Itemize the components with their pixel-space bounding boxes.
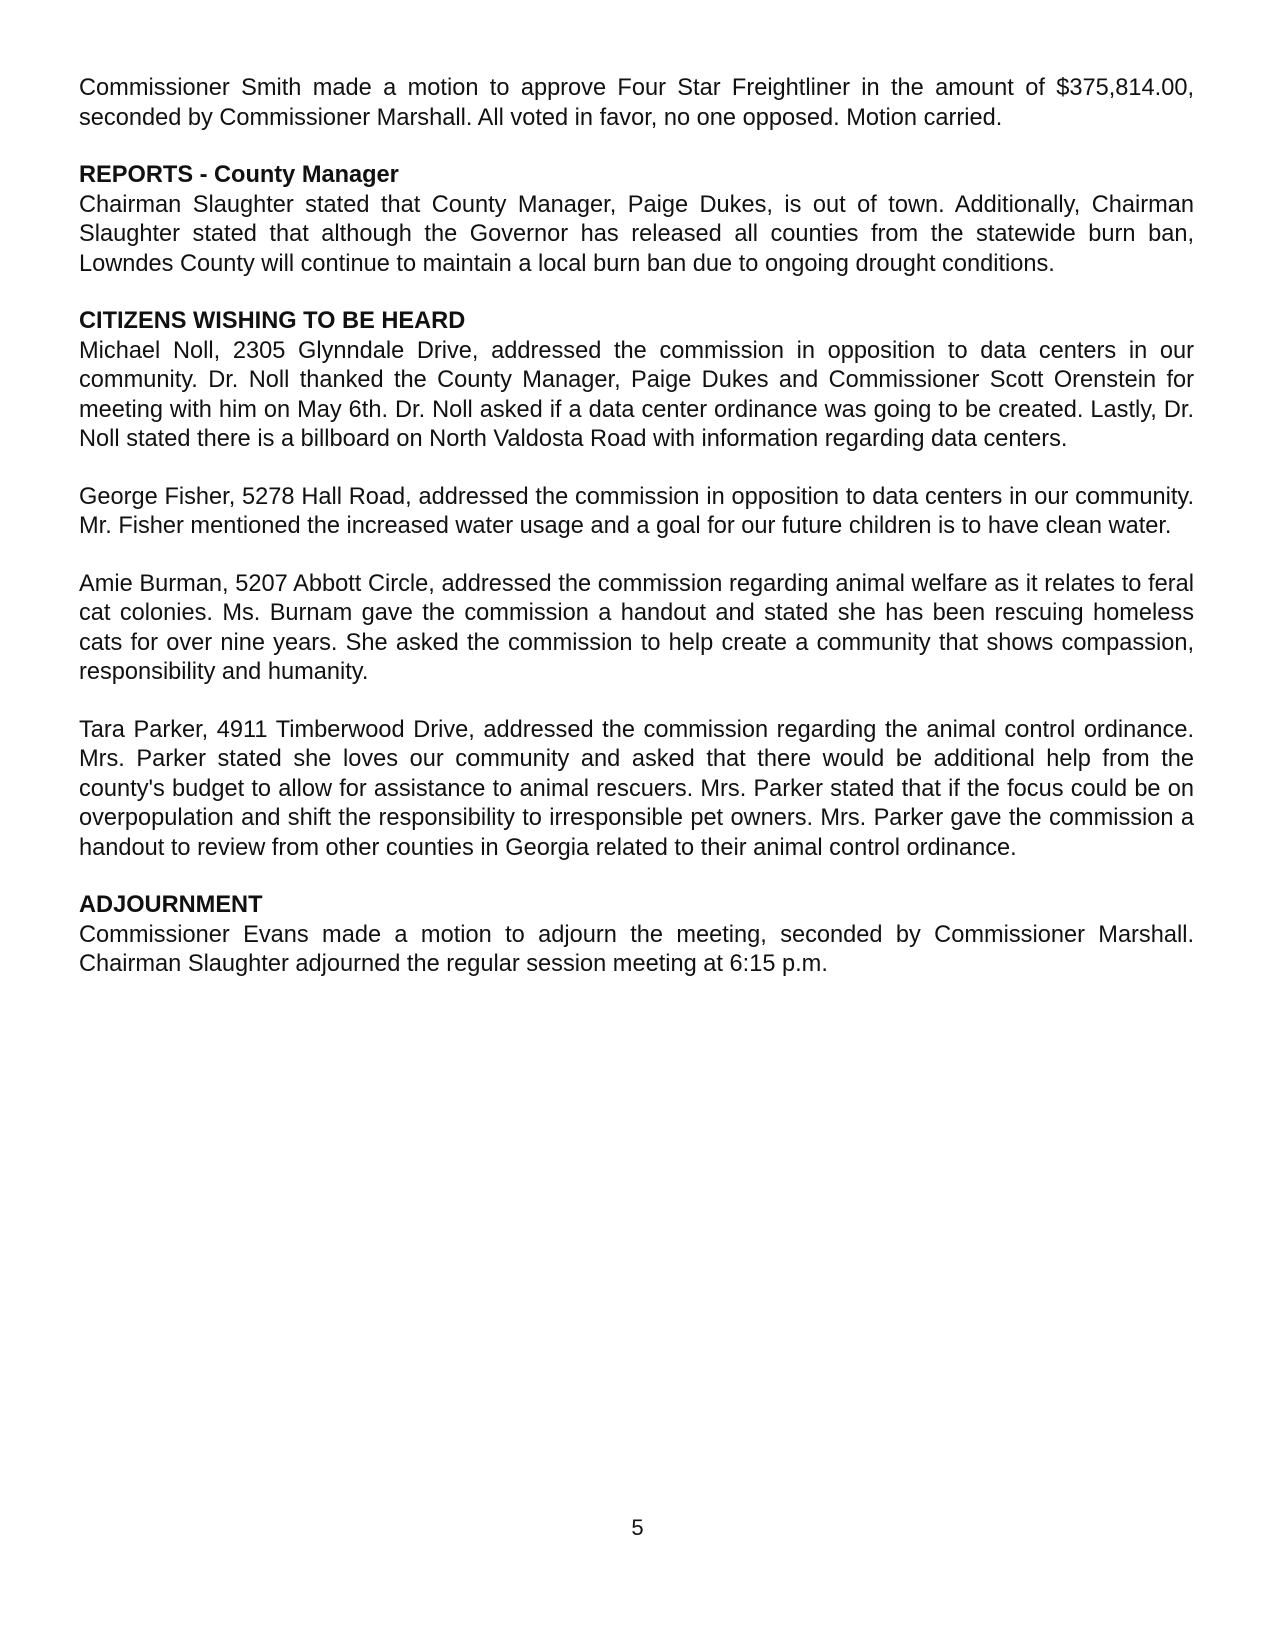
motion-paragraph: Commissioner Smith made a motion to approve Four Star Freightliner in the amount of $375,814.00, seconded by Commissioner Marshall. All voted in favor, no one opposed. Motion carried. <box>79 75 1194 131</box>
citizens-section <box>79 307 1194 863</box>
document-page <box>79 74 1194 1008</box>
adjournment-paragraph: Commissioner Evans made a motion to adjourn the meeting, seconded by Commissioner Marshall. Chairman Slaughter adjourned the regular session meeting at 6:15 p.m. <box>79 921 1194 977</box>
adjournment-heading: ADJOURNMENT <box>79 892 263 918</box>
citizen-paragraph-burman: Amie Burman, 5207 Abbott Circle, addressed the commission regarding animal welfare as it relates to feral cat colonies. Ms. Burnam gave the commission a handout and stated she has been rescuing homeless cats for over nine years. She asked the commission to help create a community that shows compassion, responsibility and humanity. <box>79 570 1194 685</box>
page-number: 5 <box>631 1515 644 1540</box>
citizen-paragraph-parker: Tara Parker, 4911 Timberwood Drive, addressed the commission regarding the animal control ordinance. Mrs. Parker stated she loves our community and asked that there would be additional help from the county's budget to allow for assistance to animal rescuers. Mrs. Parker stated that if the focus could be on overpopulation and shift the responsibility to irresponsible pet owners. Mrs. Parker gave the commission a handout to review from other counties in Georgia related to their animal control ordinance. <box>79 716 1194 861</box>
reports-section <box>79 161 1194 279</box>
adjournment-section <box>79 891 1194 980</box>
citizens-heading: CITIZENS WISHING TO BE HEARD <box>79 308 466 334</box>
reports-paragraph: Chairman Slaughter stated that County Manager, Paige Dukes, is out of town. Additionally, Chairman Slaughter stated that although the Governor has released all counties from the statewide burn ban, Lowndes County will continue to maintain a local burn ban due to ongoing drought conditions. <box>79 191 1194 277</box>
reports-heading: REPORTS - County Manager <box>79 162 399 188</box>
citizen-paragraph-fisher: George Fisher, 5278 Hall Road, addressed the commission in opposition to data centers in our community. Mr. Fisher mentioned the increased water usage and a goal for our future children is to have clean water. <box>79 483 1194 539</box>
citizen-paragraph-noll: Michael Noll, 2305 Glynndale Drive, addressed the commission in opposition to data centers in our community. Dr. Noll thanked the County Manager, Paige Dukes and Commissioner Scott Orenstein for meeting with him on May 6th. Dr. Noll asked if a data center ordinance was going to be created. Lastly, Dr. Noll stated there is a billboard on North Valdosta Road with information regarding data centers. <box>79 337 1194 452</box>
